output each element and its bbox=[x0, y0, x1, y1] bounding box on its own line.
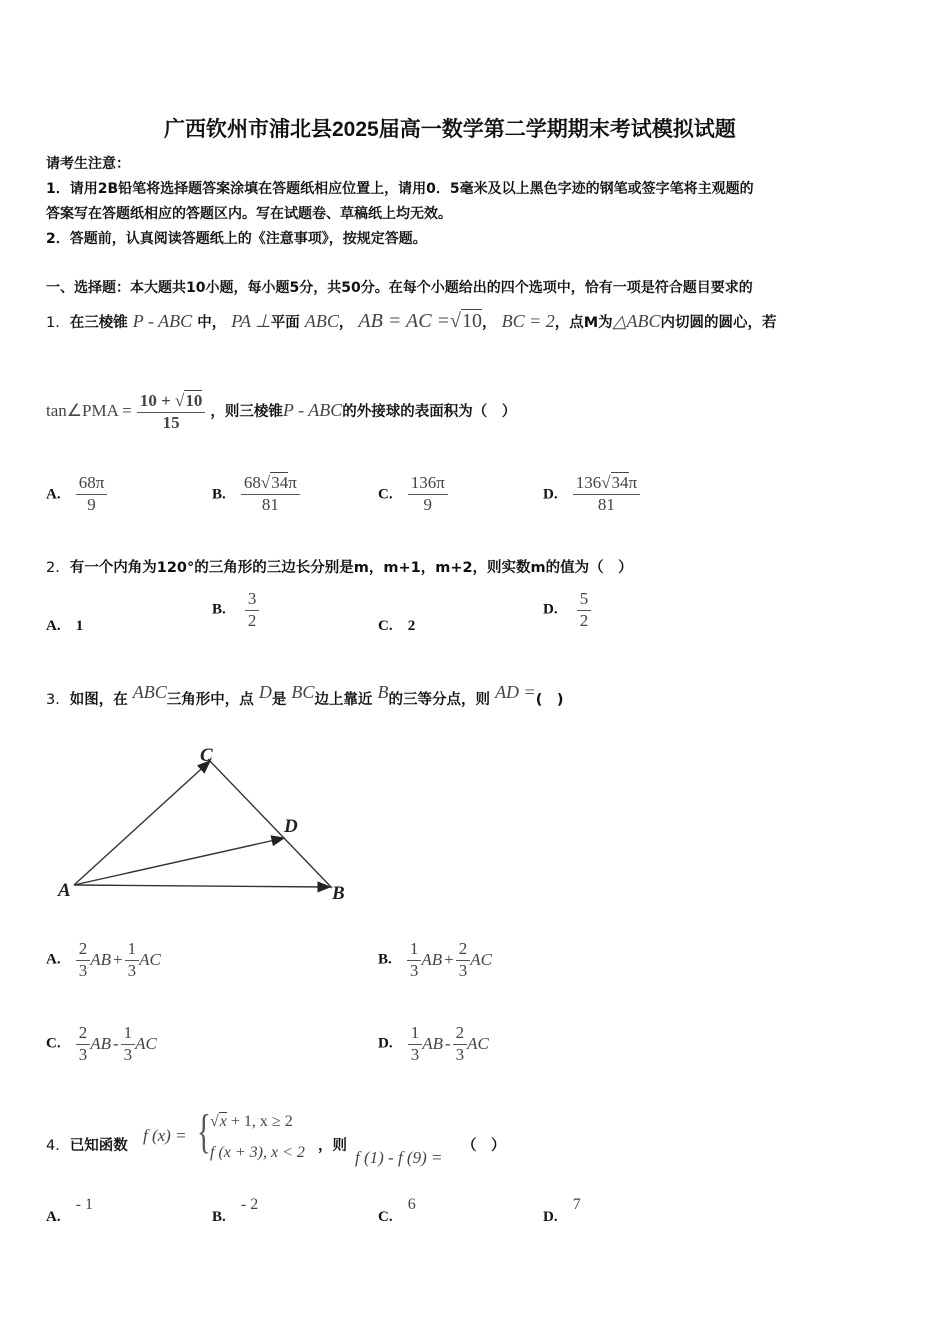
function-lhs: f (x) = bbox=[143, 1126, 187, 1145]
notice-line-2: 2．答题前，认真阅读答题纸上的《注意事项》，按规定答题。 bbox=[46, 231, 427, 247]
frac-den: 3 bbox=[409, 960, 419, 980]
frac-num: 136π bbox=[408, 474, 448, 495]
q2-option-a[interactable] bbox=[46, 615, 83, 635]
option-label: C. bbox=[378, 1209, 393, 1225]
option-label: B. bbox=[378, 951, 392, 968]
q4-option-c[interactable] bbox=[378, 1196, 416, 1226]
question-2-stem bbox=[46, 556, 633, 577]
option-label: B. bbox=[212, 601, 226, 618]
option-label: C. bbox=[378, 486, 393, 503]
q1-tan: tan∠PMA = bbox=[46, 401, 132, 421]
vector-term: AC bbox=[139, 950, 161, 970]
q2-option-d[interactable] bbox=[543, 590, 591, 630]
vector-term: AB bbox=[422, 1034, 443, 1054]
notice-line-1b: 答案写在答题纸相应的答题区内。写在试题卷、草稿纸上均无效。 bbox=[46, 206, 452, 222]
q1-text: ，则三棱锥 bbox=[210, 404, 283, 421]
frac-den: 3 bbox=[78, 1044, 88, 1064]
q3-text: 的三等分点，则 bbox=[388, 692, 490, 708]
vector-term: AB bbox=[421, 950, 443, 970]
page-title: 广西钦州市浦北县2025届高一数学第二学期期末考试模拟试题 bbox=[164, 118, 736, 141]
vector-term: AB bbox=[90, 1034, 111, 1054]
triangle-figure bbox=[50, 738, 360, 908]
q4-function-name bbox=[143, 1126, 187, 1146]
frac-num: 68 bbox=[243, 473, 261, 492]
q1-math: BC = 2 bbox=[501, 311, 555, 331]
coef-fraction bbox=[76, 940, 91, 980]
frac-num: 3 bbox=[245, 590, 260, 611]
q3-text: 边上靠近 bbox=[314, 692, 373, 708]
frac-den: 2 bbox=[247, 610, 257, 630]
vector-ad bbox=[74, 838, 284, 885]
operator: + bbox=[112, 950, 123, 970]
frac-num: 10 + bbox=[139, 391, 171, 410]
q2-text: 有一个内角为120°的三角形的三边长分别是m，m+1，m+2，则实数m的值为（ ） bbox=[69, 560, 633, 576]
vector-term: AC bbox=[470, 950, 492, 970]
frac-den: 81 bbox=[597, 494, 615, 514]
frac-den: 3 bbox=[127, 960, 137, 980]
q1-text: 平面 bbox=[270, 315, 300, 331]
q4-option-b[interactable] bbox=[212, 1196, 259, 1226]
coef-fraction bbox=[76, 1024, 91, 1064]
q1-tan-fraction: $\frac{10 + √10}{15}$ bbox=[137, 392, 206, 432]
option-label: D. bbox=[378, 1035, 393, 1052]
q2-option-b[interactable] bbox=[212, 590, 259, 630]
frac-num: 136 bbox=[575, 473, 602, 492]
q4-text: ，则 bbox=[318, 1138, 347, 1154]
q3-text: 是 bbox=[271, 692, 287, 708]
coef-fraction bbox=[121, 1024, 136, 1064]
q3-option-c[interactable] bbox=[46, 1024, 157, 1064]
option-value: - 1 bbox=[75, 1196, 94, 1213]
option-value: 1 bbox=[75, 618, 84, 634]
frac-sqrt: 34 bbox=[271, 473, 289, 492]
vertex-label-b: B bbox=[332, 883, 345, 904]
frac-num: π bbox=[288, 473, 297, 492]
case-sqrt: x bbox=[219, 1113, 227, 1130]
frac-num: π bbox=[628, 473, 638, 492]
option-label: A. bbox=[46, 951, 61, 968]
q1-math: ABC bbox=[304, 311, 339, 331]
option-fraction bbox=[76, 474, 108, 514]
option-value: 6 bbox=[407, 1196, 416, 1213]
option-label: B. bbox=[212, 486, 226, 503]
q3-math: B bbox=[377, 682, 389, 702]
q1-option-a[interactable] bbox=[46, 474, 107, 514]
frac-sqrt: 10 bbox=[185, 391, 203, 410]
frac-den: 2 bbox=[579, 610, 589, 630]
q1-text: 内切圆的圆心，若 bbox=[660, 315, 777, 331]
question-number: 2． bbox=[46, 560, 70, 576]
option-label: A. bbox=[46, 486, 61, 503]
question-number: 4． bbox=[46, 1138, 70, 1154]
frac-den: 81 bbox=[261, 494, 279, 514]
option-label: D. bbox=[543, 1209, 558, 1225]
coef-fraction bbox=[453, 1024, 468, 1064]
frac-sqrt: 34 bbox=[611, 473, 629, 492]
coef-fraction bbox=[408, 1024, 423, 1064]
q1-option-d[interactable] bbox=[543, 474, 640, 514]
q2-option-c[interactable] bbox=[378, 615, 415, 635]
frac-num: 5 bbox=[577, 590, 592, 611]
frac-num: 2 bbox=[76, 940, 91, 961]
q3-math: BC bbox=[291, 682, 315, 702]
question-number: 3． bbox=[46, 692, 70, 708]
q1-sqrt-value: 10 bbox=[462, 310, 483, 332]
option-fraction bbox=[245, 590, 260, 630]
q1-option-b[interactable] bbox=[212, 474, 300, 514]
vector-ac bbox=[74, 761, 210, 885]
option-label: D. bbox=[543, 601, 558, 618]
frac-num: 1 bbox=[125, 940, 140, 961]
coef-fraction bbox=[407, 940, 422, 980]
option-value: 7 bbox=[572, 1196, 581, 1213]
frac-den: 3 bbox=[78, 960, 88, 980]
vector-ab bbox=[74, 885, 330, 887]
vector-term: AC bbox=[135, 1034, 157, 1054]
q1-text: ， bbox=[338, 315, 354, 331]
case-text: + 1, x ≥ 2 bbox=[230, 1113, 293, 1130]
frac-num: 2 bbox=[453, 1024, 468, 1045]
option-label: A. bbox=[46, 1209, 61, 1225]
vertex-label-c: C bbox=[200, 745, 213, 766]
point-label-d: D bbox=[284, 816, 298, 837]
frac-num: 68π bbox=[76, 474, 108, 495]
q1-text: 在三棱锥 bbox=[69, 315, 128, 331]
frac-den: 9 bbox=[87, 494, 96, 514]
option-value: - 2 bbox=[240, 1196, 259, 1213]
q4-option-d[interactable] bbox=[543, 1196, 581, 1226]
q3-math: AD = bbox=[495, 682, 536, 702]
operator: + bbox=[444, 950, 454, 970]
coef-fraction bbox=[456, 940, 471, 980]
q3-math: ABC bbox=[132, 682, 167, 702]
q1-math: PA ⊥ bbox=[231, 311, 271, 331]
option-label: C. bbox=[46, 1035, 61, 1052]
notice-heading: 请考生注意： bbox=[46, 156, 130, 172]
option-label: D. bbox=[543, 486, 558, 503]
q1-math: AB = AC = bbox=[358, 310, 451, 332]
vertex-label-a: A bbox=[58, 880, 71, 901]
question-number: 1． bbox=[46, 315, 70, 331]
notice-line-1a: 1．请用2B铅笔将选择题答案涂填在答题纸相应位置上，请用0．5毫米及以上黑色字迹的钢笔或签字笔将主观题的 bbox=[46, 181, 754, 197]
q3-text: 三角形中，点 bbox=[166, 692, 254, 708]
section-heading: 一、选择题：本大题共10小题，每小题5分，共50分。在每个小题给出的四个选项中，恰有一项是符合题目要求的 bbox=[46, 280, 753, 296]
q1-math: P - ABC bbox=[132, 311, 193, 331]
q4-case-2: f (x + 3), x < 2 bbox=[210, 1144, 305, 1161]
frac-num: 1 bbox=[407, 940, 422, 961]
operator: - bbox=[112, 1034, 119, 1054]
frac-den: 3 bbox=[123, 1044, 133, 1064]
question-3-stem bbox=[46, 678, 563, 714]
option-value: 2 bbox=[407, 618, 416, 634]
segment-cb bbox=[208, 759, 332, 888]
q3-text: ( ) bbox=[535, 692, 564, 708]
q1-option-c[interactable] bbox=[378, 474, 448, 514]
frac-num: 1 bbox=[408, 1024, 423, 1045]
q4-text: 已知函数 bbox=[69, 1138, 128, 1154]
option-fraction: $\frac{136√34\pi}{81}$ bbox=[573, 474, 640, 514]
q3-math: D bbox=[258, 682, 272, 702]
option-label: A. bbox=[46, 618, 61, 634]
q1-text: 中， bbox=[197, 315, 227, 331]
q3-option-b[interactable] bbox=[378, 940, 492, 980]
question-1-stem: 1．在三棱锥 P - ABC 中， PA ⊥平面 ABC， AB = AC =√10， BC = 2，点M为△ABC内切圆的圆心，若 bbox=[46, 310, 777, 332]
operator: - bbox=[444, 1034, 451, 1054]
frac-num: 2 bbox=[456, 940, 471, 961]
vector-term: AC bbox=[467, 1034, 489, 1054]
q4-paren: （ ） bbox=[462, 1138, 506, 1154]
question-1-condition bbox=[46, 392, 516, 432]
option-label: C. bbox=[378, 618, 393, 634]
option-label: B. bbox=[212, 1209, 226, 1225]
q3-option-d[interactable] bbox=[378, 1024, 489, 1064]
frac-den: 15 bbox=[162, 412, 180, 432]
vector-term: AB bbox=[90, 950, 111, 970]
frac-num: 2 bbox=[76, 1024, 91, 1045]
q3-option-a[interactable] bbox=[46, 940, 161, 980]
option-fraction: $\frac{68√34\pi}{81}$ bbox=[241, 474, 300, 514]
q1-text: ，点M为 bbox=[554, 315, 613, 331]
left-brace-icon: { bbox=[197, 1105, 211, 1158]
option-fraction bbox=[577, 590, 592, 630]
q1-math: △ABC bbox=[612, 311, 661, 331]
q4-expression: f (1) - f (9) = bbox=[355, 1148, 443, 1167]
coef-fraction bbox=[125, 940, 140, 980]
q4-case-1: √x + 1, x ≥ 2 bbox=[210, 1113, 293, 1130]
q4-option-a[interactable] bbox=[46, 1196, 94, 1226]
q1-text: 的外接球的表面积为（ ） bbox=[342, 404, 517, 421]
frac-den: 9 bbox=[423, 494, 432, 514]
frac-num: 1 bbox=[121, 1024, 136, 1045]
q1-math: P - ABC bbox=[282, 400, 343, 421]
q1-text: ， bbox=[482, 315, 497, 331]
option-fraction bbox=[408, 474, 448, 514]
question-4-label bbox=[46, 1134, 128, 1155]
q3-text: 如图，在 bbox=[69, 692, 128, 708]
frac-den: 3 bbox=[458, 960, 468, 980]
frac-den: 3 bbox=[410, 1044, 420, 1064]
frac-den: 3 bbox=[455, 1044, 465, 1064]
